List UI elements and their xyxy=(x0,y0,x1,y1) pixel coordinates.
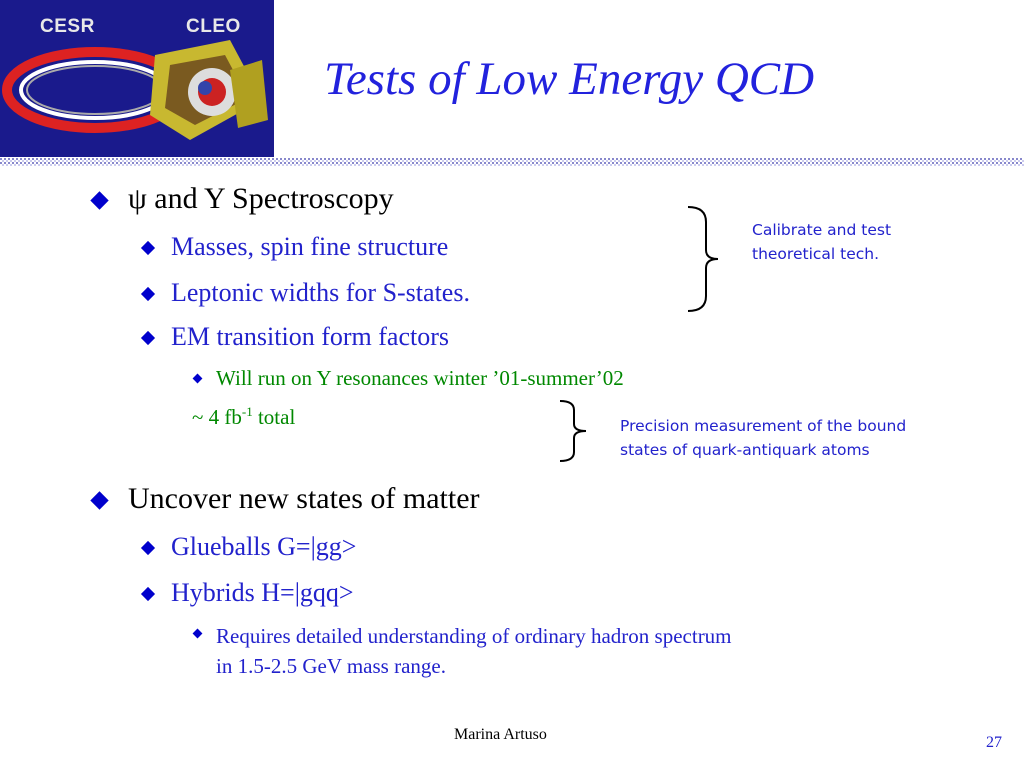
sub-sub-bullet-run-plan: Will run on Y resonances winter ’01-summer’02 xyxy=(192,366,624,391)
precision-note: Precision measurement of the bound states of quark-antiquark atoms xyxy=(620,417,907,459)
cleo-label: CLEO xyxy=(186,16,241,37)
cesr-cleo-logo xyxy=(0,0,274,157)
title-divider xyxy=(0,158,1024,166)
brace-icon xyxy=(556,398,592,464)
sub-sub-bullet-requires: Requires detailed understanding of ordinary hadron spectrum in 1.5-2.5 GeV mass range. xyxy=(192,621,732,681)
sub-bullet-em-transition: EM transition form factors xyxy=(140,322,449,352)
bullet-diamond-icon xyxy=(90,491,108,509)
cesr-label: CESR xyxy=(40,16,95,37)
bullet-new-states: Uncover new states of matter xyxy=(90,482,480,516)
slide-title: Tests of Low Energy QCD xyxy=(324,53,815,105)
brace-icon xyxy=(684,204,724,314)
bullet-diamond-icon xyxy=(141,241,155,255)
bullet-diamond-icon xyxy=(141,287,155,301)
footer-author: Marina Artuso xyxy=(454,726,547,743)
bullet-diamond-icon xyxy=(90,191,108,209)
sub-bullet-masses: Masses, spin fine structure xyxy=(140,232,448,262)
page-number: 27 xyxy=(986,734,1002,751)
bullet-diamond-icon xyxy=(141,541,155,555)
bullet-diamond-icon xyxy=(141,331,155,345)
calibrate-note: Calibrate and test theoretical tech. xyxy=(752,221,892,263)
luminosity-total: ~ 4 $fb^{-1}$ total xyxy=(192,404,296,429)
bullet-diamond-icon xyxy=(141,587,155,601)
bullet-diamond-icon xyxy=(193,374,203,384)
sub-bullet-glueballs: Glueballs G=|gg> xyxy=(140,532,356,562)
bullet-spectroscopy: ψ and Y Spectroscopy xyxy=(90,182,394,216)
bullet-diamond-icon xyxy=(193,629,203,639)
sub-bullet-leptonic: Leptonic widths for S-states. xyxy=(140,278,470,308)
sub-bullet-hybrids: Hybrids H=|gqq> xyxy=(140,578,354,608)
